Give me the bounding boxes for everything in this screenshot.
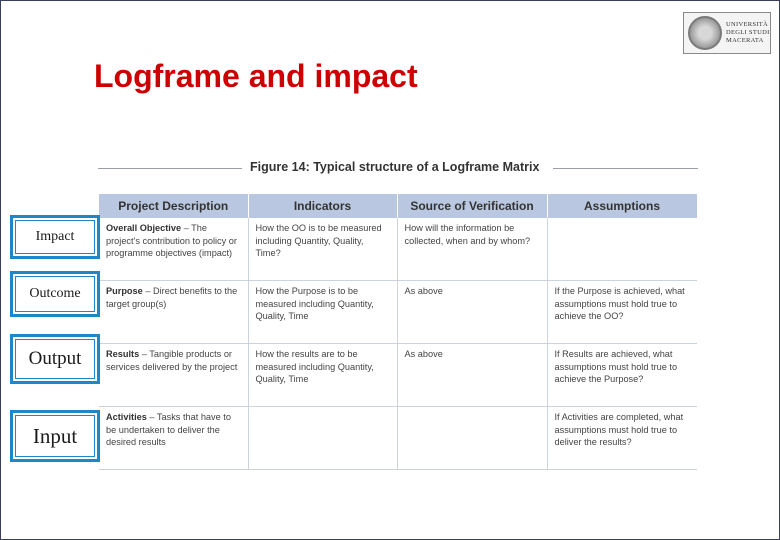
logo-line-1: UNIVERSITÀ [726,21,768,28]
indicators-cell: How the results are to be measured including Quantity, Quality, Time [248,344,397,407]
matrix-header-row [99,194,697,218]
assumptions-cell: If Activities are completed, what assumptions must hold true to deliver the results? [547,407,697,470]
column-header: Source of Verification [397,194,547,218]
source-cell: As above [397,281,547,344]
level-label: Impact [35,229,75,244]
description-term: Overall Objective [106,223,182,233]
assumptions-cell: If Results are achieved, what assumptions must hold true to achieve the Purpose? [547,344,697,407]
table-row [99,407,697,470]
table-row [99,344,697,407]
university-logo [683,12,771,54]
figure-caption [98,158,698,178]
logo-text [726,21,770,45]
assumptions-cell: If the Purpose is achieved, what assumptions must hold true to achieve the OO? [547,281,697,344]
indicators-cell: How the OO is to be measured including Quantity, Quality, Time? [248,218,397,281]
level-label: Outcome [29,286,81,301]
source-cell: As above [397,344,547,407]
indicators-cell: How the Purpose is to be measured including Quantity, Quality, Time [248,281,397,344]
project-description-cell [99,407,248,470]
logframe-matrix [99,194,698,470]
column-header: Project Description [99,194,248,218]
level-box-outcome [10,271,100,317]
logo-line-3: MACERATA [726,37,764,44]
level-label: Output [28,348,82,369]
description-text: – Tangible products or services delivered by the project [106,349,238,372]
level-label: Input [32,423,78,448]
level-box-input [10,410,100,462]
caption-rule-left [98,168,242,169]
description-text: – The project's contribution to policy or programme objectives (impact) [106,223,237,258]
description-term: Results [106,349,140,359]
caption-rule-right [553,168,698,169]
column-header: Indicators [248,194,397,218]
level-box-output [10,334,100,384]
slide-title: Logframe and impact [94,58,418,94]
indicators-cell [248,407,397,470]
project-description-cell [99,218,248,281]
source-cell [397,407,547,470]
table-row [99,218,697,281]
description-term: Purpose [106,286,143,296]
description-text: – Tasks that have to be undertaken to deliver the desired results [106,412,231,447]
assumptions-cell [547,218,697,281]
description-term: Activities [106,412,147,422]
level-box-impact [10,215,100,259]
project-description-cell [99,344,248,407]
source-cell: How will the information be collected, when and by whom? [397,218,547,281]
seal-icon [688,16,722,50]
project-description-cell [99,281,248,344]
table-row [99,281,697,344]
description-text: – Direct benefits to the target group(s) [106,286,238,309]
logo-line-2: DEGLI STUDI [726,29,770,36]
column-header: Assumptions [547,194,697,218]
figure-title: Figure 14: Typical structure of a Logframe Matrix [246,160,543,174]
